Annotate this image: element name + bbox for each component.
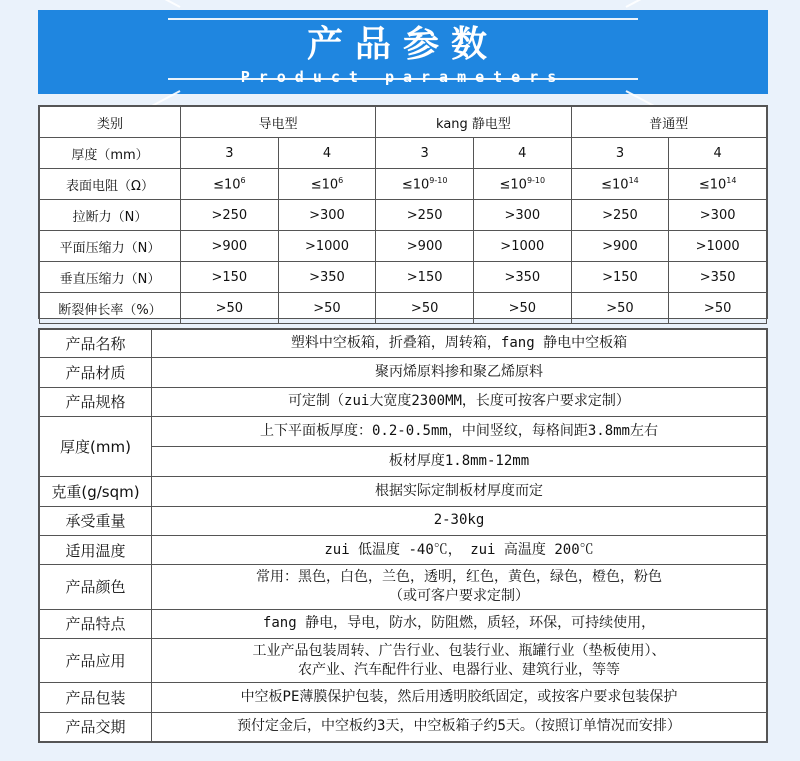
table-row <box>40 262 767 293</box>
table-row <box>40 477 767 506</box>
table-row <box>40 638 767 682</box>
table-cell: >150 <box>571 262 669 293</box>
table-cell: >150 <box>181 262 279 293</box>
value-exponent: 14 <box>726 175 737 185</box>
value-base: ≤10 <box>601 177 629 193</box>
spec-label: 产品颜色 <box>40 565 152 609</box>
table-cell: >50 <box>278 293 376 324</box>
spec-value: 可定制（zui大宽度2300MM，长度可按客户要求定制） <box>152 387 767 416</box>
table-cell: >50 <box>376 293 474 324</box>
table-row <box>40 609 767 638</box>
value-base: ≤10 <box>499 177 527 193</box>
header-category: 类别 <box>40 107 181 138</box>
table-cell: 3 <box>571 138 669 169</box>
table-row <box>40 169 767 200</box>
spec-label: 产品名称 <box>40 330 152 358</box>
table-cell: >50 <box>473 293 571 324</box>
spec-label: 产品规格 <box>40 387 152 416</box>
spec-value <box>152 638 767 682</box>
table-row <box>40 138 767 169</box>
banner-title: 产品参数 <box>306 23 499 65</box>
table-cell: >250 <box>571 200 669 231</box>
spec-value: 板材厚度1.8mm-12mm <box>152 447 767 477</box>
spec-label: 厚度(mm) <box>40 416 152 477</box>
table-cell: >150 <box>376 262 474 293</box>
spec-value <box>152 565 767 609</box>
table-cell: >350 <box>473 262 571 293</box>
table-cell <box>473 169 571 200</box>
table-cell: 3 <box>376 138 474 169</box>
table-cell: >50 <box>181 293 279 324</box>
row-label: 表面电阻（Ω） <box>40 169 181 200</box>
spec-value: zui 低温度 -40℃， zui 高温度 200℃ <box>152 535 767 564</box>
table-cell <box>181 169 279 200</box>
spec-label: 产品特点 <box>40 609 152 638</box>
spec-value: 根据实际定制板材厚度而定 <box>152 477 767 506</box>
spec-table <box>39 329 767 742</box>
table-cell: >300 <box>473 200 571 231</box>
table-row <box>40 683 767 712</box>
row-label: 断裂伸长率（%） <box>40 293 181 324</box>
table-cell: >900 <box>376 231 474 262</box>
table-cell: >300 <box>669 200 767 231</box>
table-row <box>40 506 767 535</box>
table-cell: >50 <box>669 293 767 324</box>
table-cell: >250 <box>181 200 279 231</box>
header-type-normal: 普通型 <box>571 107 766 138</box>
banner-corner-line <box>146 0 180 8</box>
table-cell: >350 <box>278 262 376 293</box>
table-row <box>40 358 767 387</box>
spec-value: 中空板PE薄膜保护包装，然后用透明胶纸固定，或按客户要求包装保护 <box>152 683 767 712</box>
table-row <box>40 293 767 324</box>
table-cell: >900 <box>181 231 279 262</box>
value-exponent: 6 <box>240 175 246 185</box>
table-cell: 4 <box>473 138 571 169</box>
table-cell: >900 <box>571 231 669 262</box>
spec-label: 产品交期 <box>40 712 152 741</box>
spec-value: fang 静电，导电，防水，防阻燃，质轻，环保，可持续使用， <box>152 609 767 638</box>
spec-value: 塑料中空板箱，折叠箱，周转箱，fang 静电中空板箱 <box>152 330 767 358</box>
spec-label: 产品材质 <box>40 358 152 387</box>
table-row <box>40 387 767 416</box>
row-label: 垂直压缩力（N） <box>40 262 181 293</box>
table-cell <box>278 169 376 200</box>
table-cell: 3 <box>181 138 279 169</box>
value-base: ≤10 <box>213 177 241 193</box>
table-row <box>40 200 767 231</box>
value-exponent: 9-10 <box>526 175 546 185</box>
spec-value: 聚丙烯原料掺和聚乙烯原料 <box>152 358 767 387</box>
spec-value-line: 农产业、汽车配件行业、电器行业、建筑行业，等等 <box>298 661 620 678</box>
table-cell: >1000 <box>473 231 571 262</box>
row-label: 厚度（mm） <box>40 138 181 169</box>
table-cell <box>376 169 474 200</box>
table-cell <box>571 169 669 200</box>
value-exponent: 6 <box>338 175 344 185</box>
table-row <box>40 712 767 741</box>
spec-label: 克重(g/sqm) <box>40 477 152 506</box>
spec-table-panel <box>38 328 768 743</box>
spec-label: 适用温度 <box>40 535 152 564</box>
table-cell: >300 <box>278 200 376 231</box>
parameter-table <box>39 106 767 324</box>
spec-value: 上下平面板厚度：0.2-0.5mm，中间竖纹，每格间距3.8mm左右 <box>152 416 767 446</box>
table-cell: >1000 <box>278 231 376 262</box>
spec-label: 产品应用 <box>40 638 152 682</box>
value-base: ≤10 <box>401 177 430 193</box>
banner-corner-line <box>626 0 660 8</box>
spec-value: 预付定金后，中空板约3天，中空板箱子约5天。（按照订单情况而安排） <box>152 712 767 741</box>
table-cell: >250 <box>376 200 474 231</box>
spec-label: 产品包装 <box>40 683 152 712</box>
table-cell: >350 <box>669 262 767 293</box>
value-exponent: 14 <box>628 175 639 185</box>
table-cell <box>669 169 767 200</box>
spec-value: 2-30kg <box>152 506 767 535</box>
value-base: ≤10 <box>698 177 727 193</box>
table-row <box>40 416 767 446</box>
header-type-conductive: 导电型 <box>181 107 376 138</box>
value-exponent: 9-10 <box>429 175 448 185</box>
table-row <box>40 231 767 262</box>
table-row <box>40 107 767 138</box>
banner-subtitle: Product parameters <box>240 68 566 86</box>
spec-value-line: 工业产品包装周转、广告行业、包装行业、瓶罐行业（垫板使用）、 <box>252 642 666 659</box>
table-cell: >50 <box>571 293 669 324</box>
row-label: 平面压缩力（N） <box>40 231 181 262</box>
row-label: 拉断力（N） <box>40 200 181 231</box>
spec-value-line: 常用：黑色，白色，兰色，透明，红色，黄色，绿色，橙色，粉色 <box>256 568 662 585</box>
spec-value-line: （或可客户要求定制） <box>389 587 529 604</box>
table-cell: 4 <box>669 138 767 169</box>
table-row <box>40 535 767 564</box>
table-cell: >1000 <box>669 231 767 262</box>
table-row <box>40 330 767 358</box>
header-type-antistatic: kang 静电型 <box>376 107 571 138</box>
header-banner <box>38 10 768 94</box>
spec-label: 承受重量 <box>40 506 152 535</box>
table-row <box>40 565 767 609</box>
table-cell: 4 <box>278 138 376 169</box>
parameter-table-panel <box>38 105 768 319</box>
value-base: ≤10 <box>310 177 339 193</box>
